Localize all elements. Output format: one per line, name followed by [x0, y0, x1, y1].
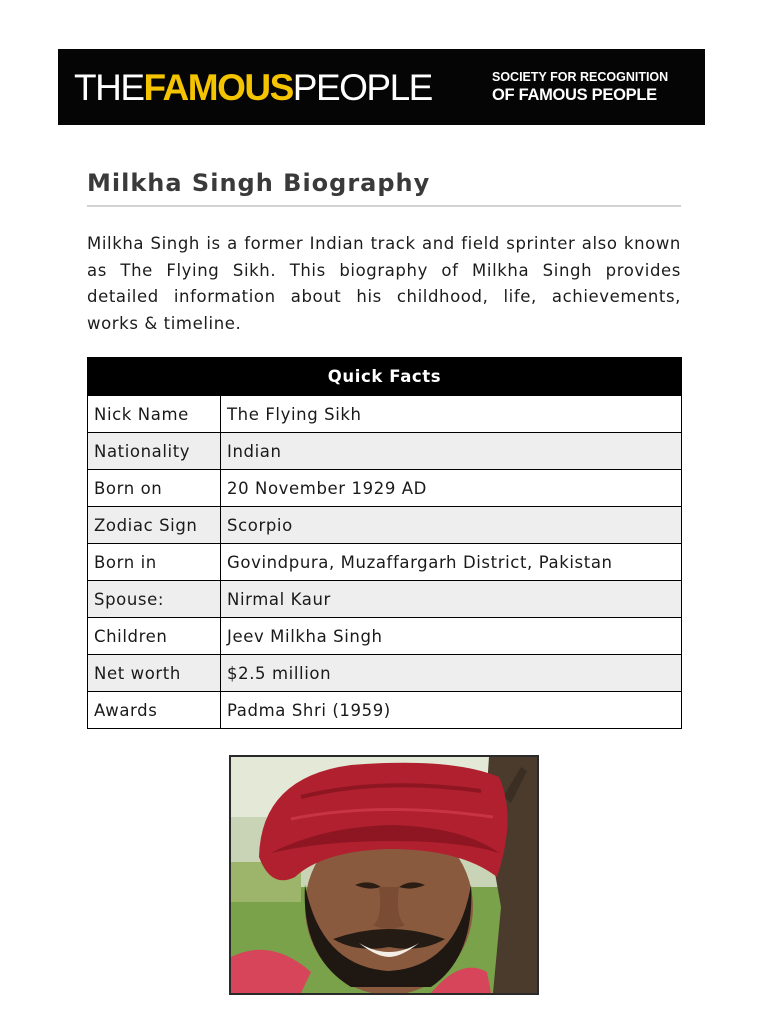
fact-value: Padma Shri (1959): [221, 692, 682, 729]
intro-paragraph: Milkha Singh is a former Indian track and field sprinter also known as The Flying Sikh. This biography of Milkha Singh provides detailed information about his childhood, life, achievements, works & timeline.: [87, 234, 681, 333]
fact-label: Born in: [88, 544, 221, 581]
fact-value: Indian: [221, 433, 682, 470]
quick-facts-heading: Quick Facts: [88, 358, 682, 396]
logo-part-famous: FAMOUS: [143, 67, 293, 108]
fact-row-awards: [88, 692, 682, 729]
fact-value: Nirmal Kaur: [221, 581, 682, 618]
fact-label: Awards: [88, 692, 221, 729]
quick-facts-header-row: [88, 358, 682, 396]
logo-part-the: THE: [74, 67, 144, 108]
fact-row-children: [88, 618, 682, 655]
fact-label: Nationality: [88, 433, 221, 470]
fact-row-spouse: [88, 581, 682, 618]
site-banner: [58, 49, 705, 125]
fact-label: Spouse:: [88, 581, 221, 618]
title-divider: [87, 205, 681, 207]
fact-row-net-worth: [88, 655, 682, 692]
fact-row-nationality: [88, 433, 682, 470]
logo-part-people: PEOPLE: [292, 67, 432, 108]
fact-row-born-on: [88, 470, 682, 507]
site-tagline: [492, 70, 668, 105]
portrait-photo: [229, 755, 539, 995]
fact-row-nick-name: [88, 396, 682, 433]
fact-label: Born on: [88, 470, 221, 507]
fact-value: Govindpura, Muzaffargarh District, Pakistan: [221, 544, 682, 581]
fact-value: Scorpio: [221, 507, 682, 544]
page-title: Milkha Singh Biography: [87, 169, 431, 197]
fact-label: Zodiac Sign: [88, 507, 221, 544]
tagline-line-2: OF FAMOUS PEOPLE: [492, 86, 657, 104]
fact-label: Net worth: [88, 655, 221, 692]
fact-row-born-in: [88, 544, 682, 581]
fact-value: $2.5 million: [221, 655, 682, 692]
site-logo[interactable]: [74, 66, 432, 110]
portrait-illustration: [231, 757, 537, 993]
fact-label: Nick Name: [88, 396, 221, 433]
fact-value: The Flying Sikh: [221, 396, 682, 433]
fact-label: Children: [88, 618, 221, 655]
tagline-line-1: SOCIETY FOR RECOGNITION: [492, 70, 669, 84]
quick-facts-table: [87, 357, 682, 729]
fact-value: Jeev Milkha Singh: [221, 618, 682, 655]
fact-row-zodiac-sign: [88, 507, 682, 544]
fact-value: 20 November 1929 AD: [221, 470, 682, 507]
